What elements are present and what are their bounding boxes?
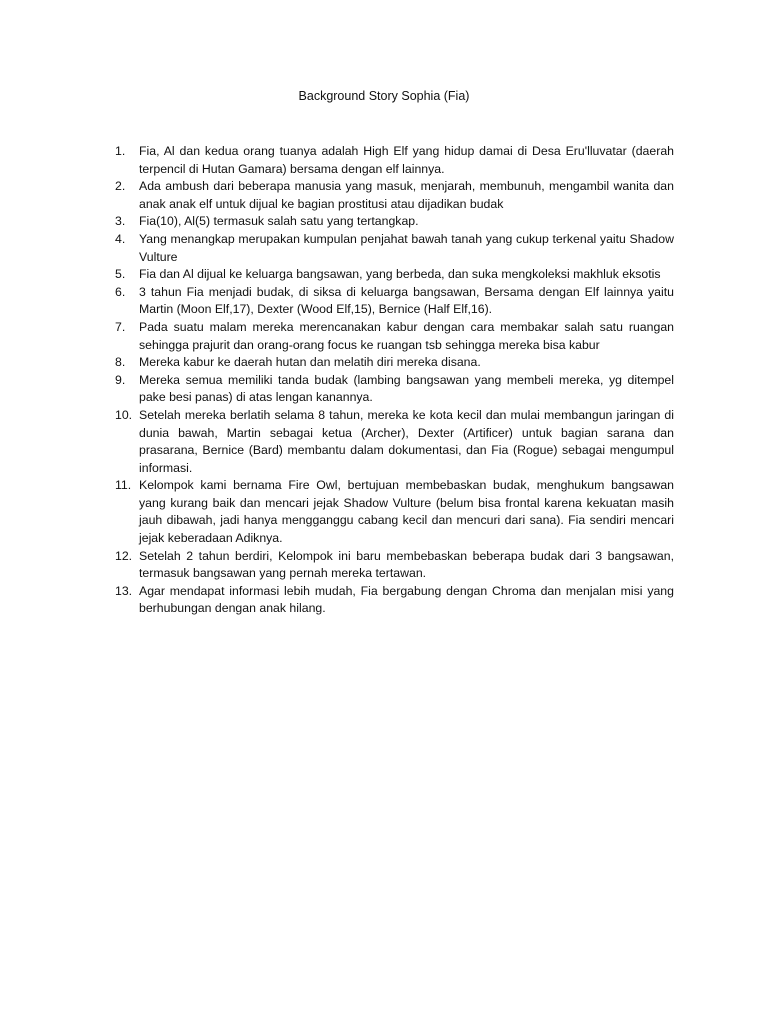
- list-item: [115, 143, 674, 178]
- list-item: [115, 407, 674, 477]
- list-item: [115, 284, 674, 319]
- list-item-number: 7.: [115, 319, 126, 334]
- list-item-number: 9.: [115, 372, 126, 387]
- list-item-number: 1.: [115, 144, 126, 158]
- list-item: [115, 319, 674, 354]
- list-item-text: Yang menangkap merupakan kumpulan penjahat bawah tanah yang cukup terkenal yaitu Shadow Vulture: [139, 231, 674, 264]
- list-item: [115, 231, 674, 266]
- list-item-text: Setelah 2 tahun berdiri, Kelompok ini baru membebaskan beberapa budak dari 3 bangsawan, termasuk bangsawan yang pernah mereka tertawan.: [139, 548, 674, 581]
- list-item: [115, 354, 674, 372]
- list-item-number: 2.: [115, 179, 126, 194]
- list-item: [115, 178, 674, 213]
- list-item-number: 10.: [115, 407, 133, 422]
- list-item-text: Fia dan Al dijual ke keluarga bangsawan, yang berbeda, dan suka mengkoleksi makhluk eksotis: [139, 267, 661, 282]
- list-item-text: Setelah mereka berlatih selama 8 tahun, mereka ke kota kecil dan mulai membangun jaringan di dunia bawah, Martin sebagai ketua (Archer), Dexter (Artificer) untuk bagian sarana dan prasarana, Bernice (Bard) membantu dalam dokumentasi, dan Fia (Rogue) sebagai mengumpul informasi.: [139, 407, 674, 475]
- list-item-text: Kelompok kami bernama Fire Owl, bertujuan membebaskan budak, menghukum bangsawan yang kurang baik dan mencari jejak Shadow Vulture (belum bisa frontal karena kekuatan masih jauh dibawah, jadi hanya mengganggu cabang kecil dan mencuri dari sana). Fia sendiri mencari jejak keberadaan Adiknya.: [139, 478, 674, 546]
- list-item-number: 13.: [115, 583, 133, 598]
- list-item: [115, 213, 674, 231]
- list-item-text: Agar mendapat informasi lebih mudah, Fia bergabung dengan Chroma dan menjalan misi yang berhubungan dengan anak hilang.: [139, 583, 674, 616]
- list-item: [115, 266, 674, 284]
- list-item-number: 4.: [115, 231, 126, 246]
- list-item-text: Mereka semua memiliki tanda budak (lambing bangsawan yang membeli mereka, yg ditempel pake besi panas) di atas lengan kanannya.: [139, 372, 674, 405]
- list-item-number: 11.: [115, 478, 132, 493]
- list-item-number: 6.: [115, 284, 126, 299]
- list-item-text: Fia(10), Al(5) termasuk salah satu yang tertangkap.: [139, 214, 419, 229]
- list-item-number: 12.: [115, 548, 133, 563]
- list-item: [115, 372, 674, 407]
- list-item-text: Fia, Al dan kedua orang tuanya adalah High Elf yang hidup damai di Desa Eru'lluvatar (daerah terpencil di Hutan Gamara) bersama dengan elf lainnya.: [139, 144, 674, 176]
- page-title: Background Story Sophia (Fia): [298, 89, 470, 103]
- list-item-text: Ada ambush dari beberapa manusia yang masuk, menjarah, membunuh, mengambil wanita dan anak anak elf untuk dijual ke bagian prostitusi atau dijadikan budak: [139, 179, 674, 211]
- story-list: [115, 143, 674, 618]
- list-item-number: 8.: [115, 355, 126, 370]
- list-item: [115, 548, 674, 583]
- list-item: [115, 583, 674, 618]
- list-item-number: 3.: [115, 214, 126, 229]
- list-item-text: 3 tahun Fia menjadi budak, di siksa di keluarga bangsawan, Bersama dengan Elf lainnya yaitu Martin (Moon Elf,17), Dexter (Wood Elf,15), Bernice (Half Elf,16).: [139, 284, 674, 317]
- list-item-number: 5.: [115, 267, 126, 282]
- list-item: [115, 477, 674, 547]
- list-item-text: Mereka kabur ke daerah hutan dan melatih diri mereka disana.: [139, 355, 481, 370]
- list-item-text: Pada suatu malam mereka merencanakan kabur dengan cara membakar salah satu ruangan sehingga prajurit dan orang-orang focus ke ruangan tsb sehingga mereka bisa kabur: [139, 319, 674, 352]
